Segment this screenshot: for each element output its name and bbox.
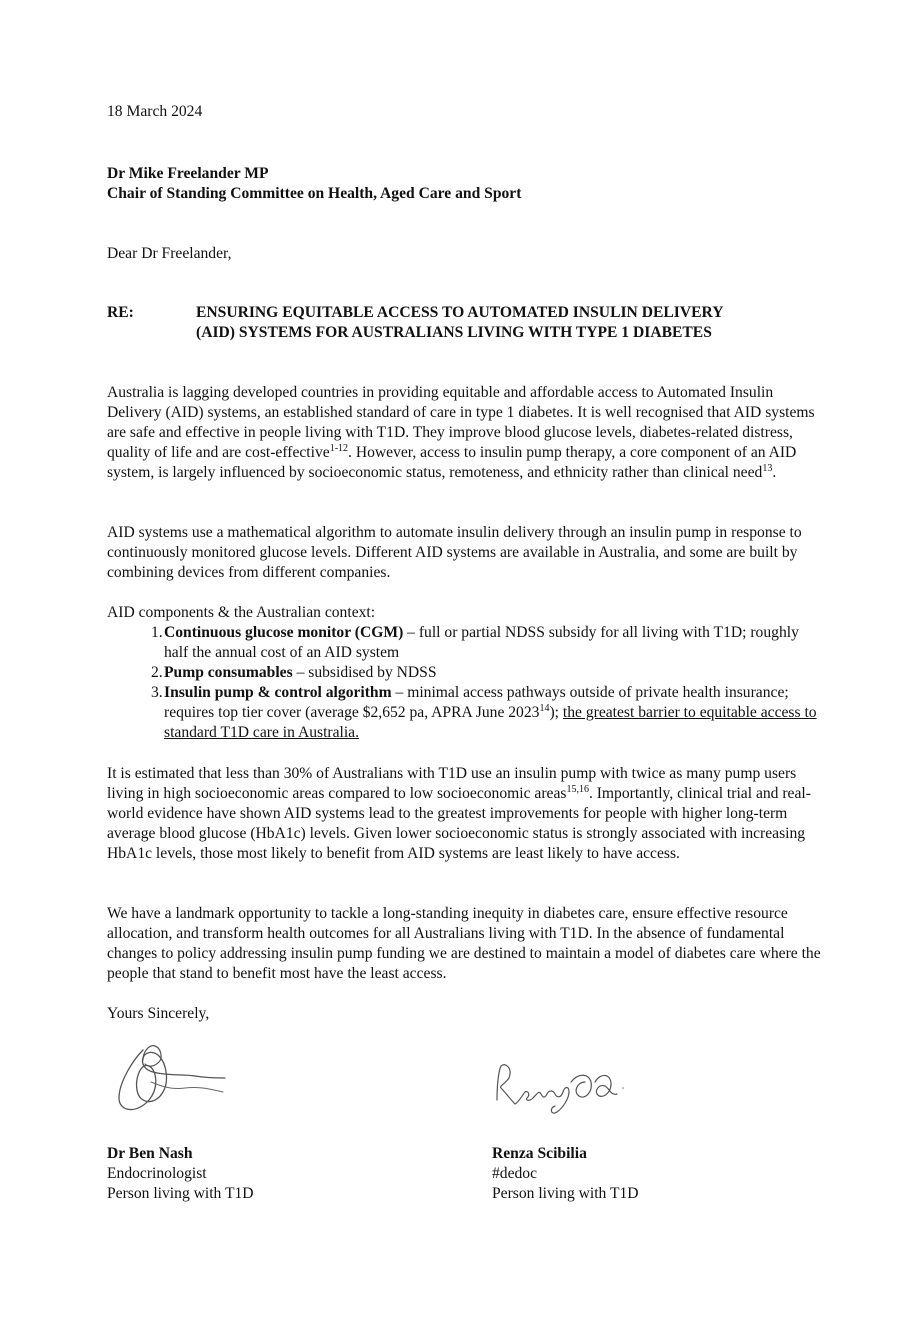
list-item-text-2: ); — [549, 704, 563, 721]
list-item-title: Continuous glucose monitor (CGM) — [164, 624, 404, 641]
components-section — [107, 603, 822, 743]
citation-15-16: 15,16 — [566, 784, 589, 795]
paragraph-opportunity: We have a landmark opportunity to tackle a long-standing inequity in diabetes care, ensure effective resource allocation, and transform health outcomes for all Australians living with T1D. In the absence of fundamental changes to policy addressing insulin pump funding we are destined to maintain a model of diabetes care where the people that stand to benefit most have the least access. — [107, 905, 821, 982]
handwritten-signature-ben-nash-icon — [111, 1020, 231, 1120]
re-subject-text — [196, 303, 821, 343]
components-list — [107, 623, 822, 743]
re-subject-line2: (AID) SYSTEMS FOR AUSTRALIANS LIVING WITH TYPE 1 DIABETES — [196, 324, 712, 341]
list-item-number: 3. — [151, 684, 163, 701]
paragraph-intro-text-a: Australia is lagging developed countries in providing equitable and affordable access to Automated Insulin Delivery (AID) systems, an established standard of care in type 1 diabetes. It is well recognised that AID systems are safe and effective in people living with T1D. They improve blood glucose levels, diabetes-related distress, quality of life and are cost-effective — [107, 384, 815, 461]
recipient-title: Chair of Standing Committee on Health, Aged Care and Sport — [107, 185, 522, 202]
list-item-text: – subsidised by NDSS — [292, 664, 437, 681]
signatory-note: Person living with T1D — [107, 1185, 254, 1202]
list-item — [107, 623, 822, 663]
signatory-role: #dedoc — [492, 1165, 538, 1182]
signatory-name: Renza Scibilia — [492, 1145, 587, 1162]
list-item-title: Pump consumables — [164, 664, 293, 681]
recipient-block — [107, 164, 822, 204]
closing: Yours Sincerely, — [107, 1005, 210, 1022]
re-subject — [107, 303, 822, 343]
re-label: RE: — [107, 304, 134, 321]
paragraph-intro-text-b: . However, access to insulin pump therapy, a core component of an AID system, is largely influenced by socioeconomic status, remoteness, and ethnicity rather than clinical need — [107, 444, 797, 481]
signatory-name: Dr Ben Nash — [107, 1145, 193, 1162]
letter-date: 18 March 2024 — [107, 103, 203, 120]
paragraph-intro — [107, 383, 822, 483]
signatory-block-renza-scibilia — [492, 1144, 792, 1204]
citation-1-12: 1-12 — [329, 443, 349, 454]
paragraph-pump-usage — [107, 764, 822, 864]
re-subject-line1: ENSURING EQUITABLE ACCESS TO AUTOMATED INSULIN DELIVERY — [196, 304, 724, 321]
handwritten-signature-renza-scibilia-icon — [491, 1052, 631, 1127]
list-item-number: 2. — [151, 664, 163, 681]
signatory-note: Person living with T1D — [492, 1185, 639, 1202]
signatory-block-ben-nash — [107, 1144, 407, 1204]
list-item-title: Insulin pump & control algorithm — [164, 684, 392, 701]
salutation: Dear Dr Freelander, — [107, 245, 232, 262]
citation-13: 13 — [762, 463, 773, 474]
paragraph-aid-systems: AID systems use a mathematical algorithm to automate insulin delivery through an insulin pump in response to continuously monitored glucose levels. Different AID systems are available in Australia, and some are built by combining devices from different companies. — [107, 524, 802, 581]
paragraph-intro-text-c: . — [772, 464, 777, 481]
list-item — [107, 683, 822, 743]
paragraph-pump-usage-text-b: . Importantly, clinical trial and real-world evidence have shown AID systems lead to the greatest improvements for people with higher long-term average blood glucose (HbA1c) levels. Given lower socioeconomic status is strongly associated with increasing HbA1c levels, those most likely to benefit from AID systems are least likely to have access. — [107, 785, 811, 862]
list-item-number: 1. — [151, 624, 163, 641]
list-item-text: – full or partial NDSS subsidy for all living with T1D; roughly half the annual cost of an AID system — [164, 624, 799, 661]
list-item-text: – minimal access pathways outside of private health insurance; requires top tier cover (average $2,652 pa, APRA June 2023 — [164, 684, 789, 721]
list-item — [107, 663, 822, 683]
citation-14: 14 — [539, 703, 550, 714]
paragraph-pump-usage-text-a: It is estimated that less than 30% of Australians with T1D use an insulin pump with twice as many pump users living in high socioeconomic areas compared to low socioeconomic areas — [107, 765, 797, 802]
signatory-role: Endocrinologist — [107, 1165, 207, 1182]
recipient-name: Dr Mike Freelander MP — [107, 165, 269, 182]
list-item-underlined-text: the greatest barrier to equitable access to standard T1D care in Australia. — [164, 704, 817, 741]
components-intro: AID components & the Australian context: — [107, 604, 376, 621]
